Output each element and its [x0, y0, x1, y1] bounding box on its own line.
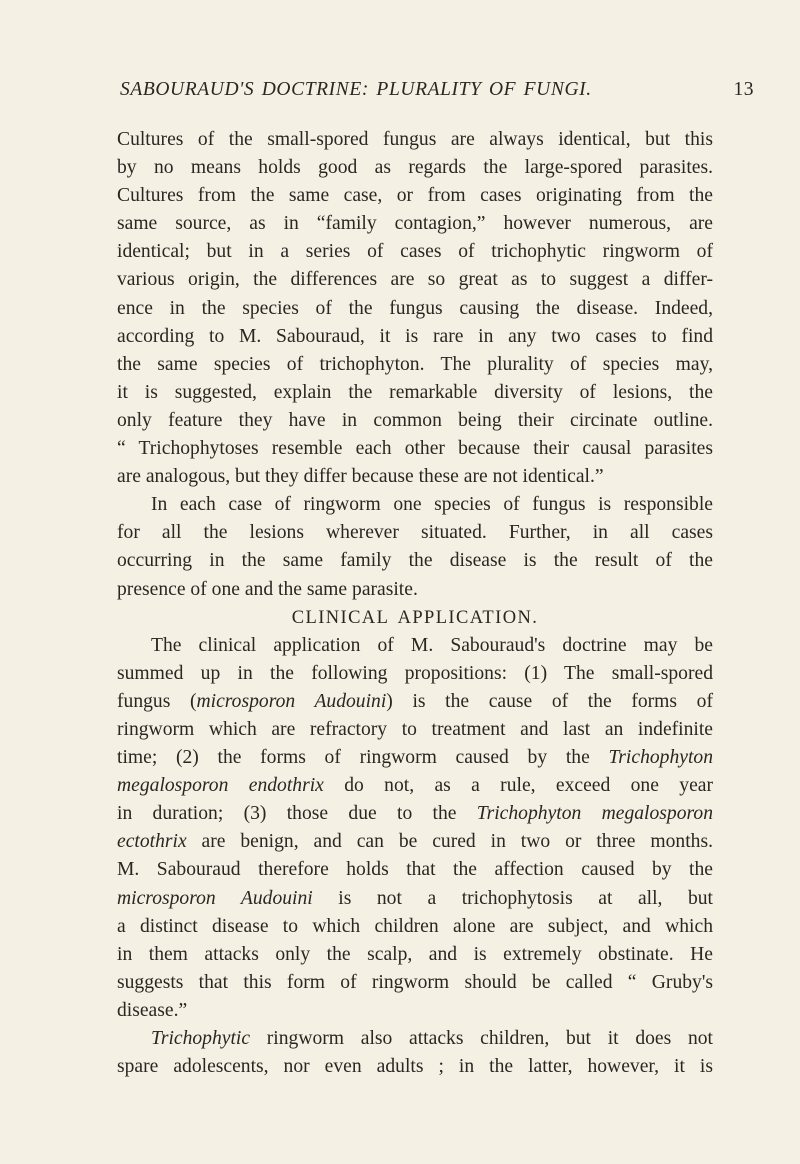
text-line: in them attacks only the scalp, and is extremely obstinate. He — [117, 943, 713, 965]
text-line — [117, 828, 713, 856]
text-line: “ Trichophytoses resemble each other because their causal parasites — [117, 438, 713, 460]
text-line: suggests that this form of ringworm should be called “ Gruby's — [117, 971, 713, 993]
text-line: various origin, the differences are so great as to suggest a differ- — [117, 269, 713, 291]
text-line: summed up in the following propositions: (1) The small-spored — [117, 662, 713, 684]
running-title: SABOURAUD'S DOCTRINE: PLURALITY OF FUNGI. — [120, 79, 592, 100]
text-line — [117, 885, 713, 913]
text-line: identical; but in a series of cases of trichophytic ringworm of — [117, 241, 713, 263]
text-line: occurring in the same family the disease is the result of the — [117, 550, 713, 572]
text-line: spare adolescents, nor even adults ; in the latter, however, it is — [117, 1056, 713, 1078]
text-line: ence in the species of the fungus causing the disease. Indeed, — [117, 297, 713, 319]
text-line: by no means holds good as regards the large-spored parasites. — [117, 157, 713, 179]
text-line: M. Sabouraud therefore holds that the affection caused by the — [117, 859, 713, 881]
running-head — [120, 79, 780, 103]
text-line: Cultures of the small-spored fungus are always identical, but this — [117, 129, 713, 150]
text-line — [117, 744, 713, 772]
text-run: is not a trichophytosis at all, but — [312, 887, 713, 909]
italic-term: ectothrix — [117, 831, 187, 853]
paragraph-start-line — [117, 1025, 713, 1053]
text-run: ringworm also attacks children, but it does not — [250, 1028, 713, 1049]
text-line: same source, as in “family contagion,” however numerous, are — [117, 213, 713, 235]
text-line — [117, 772, 713, 800]
italic-term: Trichophyton — [608, 747, 713, 769]
page-number: 13 — [733, 79, 754, 100]
text-line: only feature they have in common being their circinate outline. — [117, 409, 713, 431]
text-line: a distinct disease to which children alone are subject, and which — [117, 915, 713, 937]
text-line — [117, 688, 713, 716]
text-line: presence of one and the same parasite. — [117, 578, 418, 600]
text-line: Cultures from the same case, or from cases originating from the — [117, 185, 713, 207]
text-run: time; (2) the forms of ringworm caused by the — [117, 747, 609, 769]
paragraph-start-line: In each case of ringworm one species of fungus is responsible — [151, 494, 713, 516]
text-run: do not, as a rule, exceed one year — [323, 775, 713, 797]
text-line: for all the lesions wherever situated. Further, in all cases — [117, 522, 713, 544]
body-text — [117, 126, 713, 1081]
italic-term: Trichophyton megalosporon — [476, 803, 713, 825]
text-line: ringworm which are refractory to treatment and last an indefinite — [117, 718, 713, 740]
text-line: disease.” — [117, 999, 188, 1021]
text-line: according to M. Sabouraud, it is rare in any two cases to find — [117, 325, 713, 347]
text-line: are analogous, but they differ because these are not identical.” — [117, 466, 604, 488]
text-run: in duration; (3) those due to the — [117, 803, 477, 825]
italic-term: microsporon Audouini — [117, 887, 313, 909]
text-line: the same species of trichophyton. The plurality of species may, — [117, 353, 713, 375]
italic-term: megalosporon endothrix — [117, 775, 324, 797]
text-line: it is suggested, explain the remarkable diversity of lesions, the — [117, 381, 713, 403]
text-run: ) is the cause of the forms of — [386, 690, 713, 712]
text-run: are benign, and can be cured in two or three months. — [186, 831, 713, 853]
italic-term: Trichophytic — [151, 1028, 251, 1049]
section-heading: CLINICAL APPLICATION. — [291, 607, 539, 628]
text-run: fungus ( — [117, 690, 197, 712]
text-line — [117, 800, 713, 828]
paragraph-start-line: The clinical application of M. Sabouraud's doctrine may be — [151, 634, 713, 656]
italic-term: microsporon Audouini — [196, 690, 387, 712]
